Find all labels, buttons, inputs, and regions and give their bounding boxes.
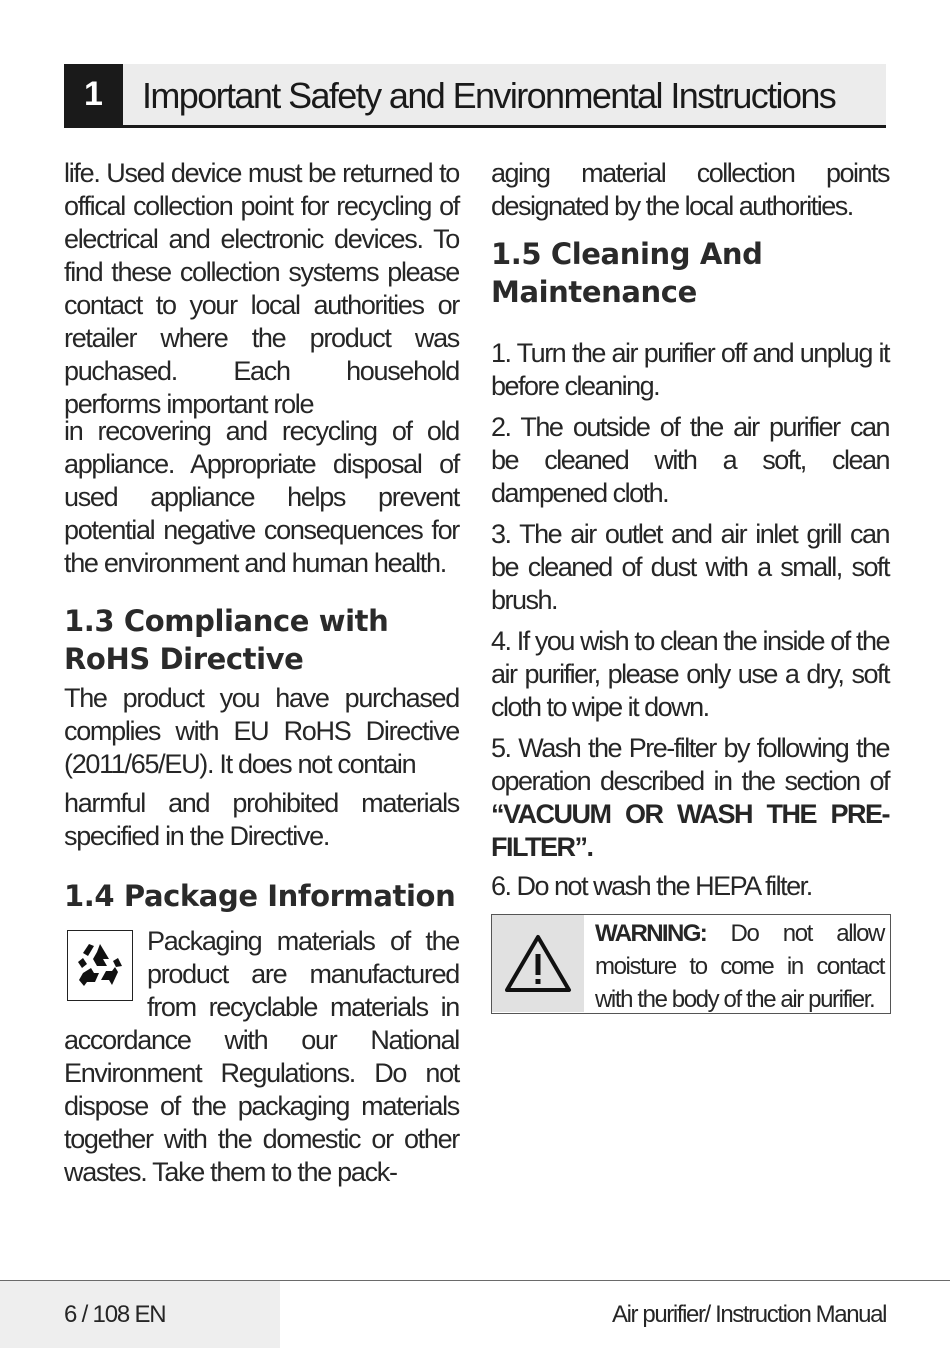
rohs-heading: 1.3 Compliance with RoHS Directive [64, 604, 389, 676]
page-number: 6 / 108 EN [64, 1301, 166, 1328]
warning-text [595, 917, 884, 1016]
cleaning-step-2: 2. The outside of the air purifier can be cleaned with a soft, clean dampened cloth. [491, 412, 889, 508]
section-header [64, 64, 886, 128]
package-paragraph: Packaging materials of the product are manufactured from recyclable materials in accordance with our National Environment Regulations. Do not dispose of the packaging materials together with the domestic or other wastes. Take them to the pack- [64, 926, 459, 1187]
warning-triangle-icon [503, 932, 573, 996]
cleaning-step-5-text: 5. Wash the Pre-filter by following the operation described in the section of [491, 733, 889, 796]
cleaning-step-1: 1. Turn the air purifier off and unplug it before cleaning. [491, 338, 889, 401]
warning-message: Do not allow moisture to come in contact with the body of the air purifier. [595, 920, 884, 1013]
warning-label: WARNING: [595, 920, 707, 947]
rohs-paragraph-1: The product you have purchased complies with EU RoHS Directive (2011/65/EU). It does not contain [64, 683, 459, 779]
recycle-icon [67, 930, 133, 1001]
warning-box [491, 914, 891, 1014]
warning-icon-area [492, 915, 584, 1012]
cleaning-heading: 1.5 Cleaning And Maintenance [491, 237, 763, 309]
cleaning-step-4: 4. If you wish to clean the inside of the air purifier, please only use a dry, soft cloth to wipe it down. [491, 626, 889, 722]
package-block [64, 925, 459, 1189]
rohs-paragraph-2: harmful and prohibited materials specified in the Directive. [64, 788, 459, 851]
document-title: Air purifier/ Instruction Manual [612, 1301, 886, 1328]
left-column [64, 157, 459, 1189]
disposal-paragraph-2: in recovering and recycling of old appliance. Appropriate disposal of used appliance helps prevent potential negative consequences for the environment and human health. [64, 416, 459, 578]
section-number: 1 [64, 64, 123, 125]
cleaning-step-5-reference: “VACUUM OR WASH THE PRE-FILTER”. [491, 799, 889, 862]
package-paragraph-continued: aging material collection points designated by the local authorities. [491, 158, 889, 221]
package-heading: 1.4 Package Information [64, 879, 456, 913]
right-column [491, 157, 889, 1014]
disposal-paragraph-1: life. Used device must be returned to offical collection point for recycling of electrical and electronic devices. To find these collection systems please contact to your local authorities or retailer where the product was puchased. Each household performs important role [64, 158, 459, 419]
cleaning-step-6: 6. Do not wash the HEPA filter. [491, 871, 812, 901]
cleaning-step-5 [491, 732, 889, 864]
cleaning-step-3: 3. The air outlet and air inlet grill can be cleaned of dust with a small, soft brush. [491, 519, 889, 615]
section-title: Important Safety and Environmental Instructions [142, 75, 836, 116]
